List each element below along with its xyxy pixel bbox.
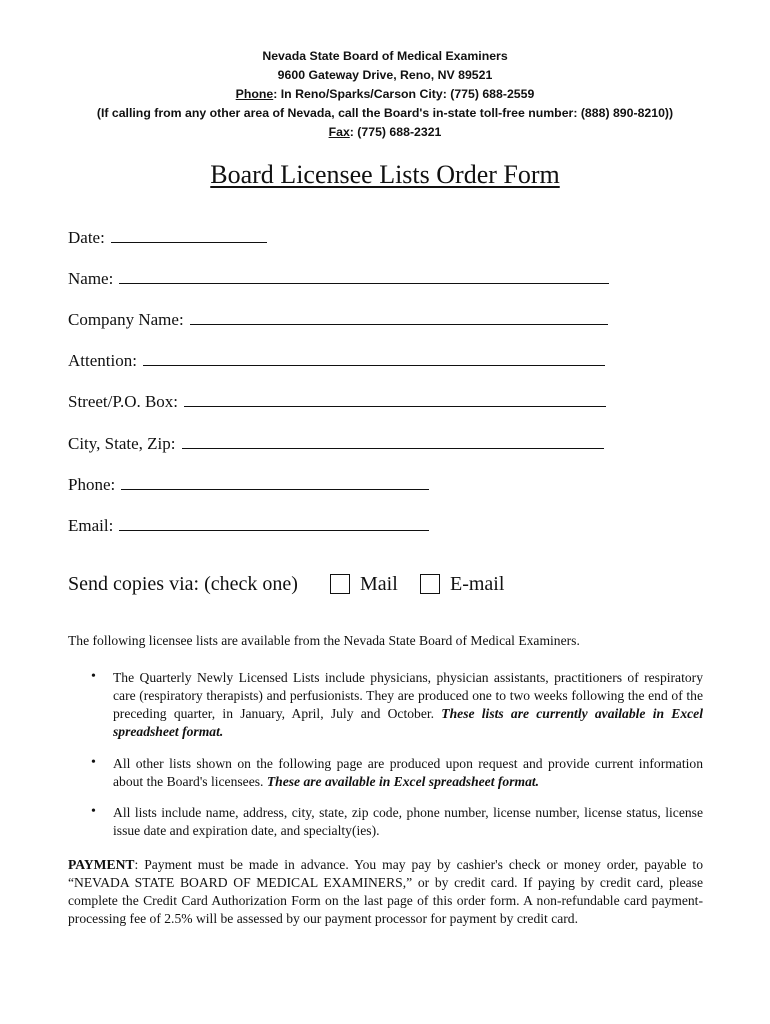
- name-label: Name:: [68, 269, 114, 288]
- board-fax: [0, 123, 770, 142]
- date-field: [68, 227, 267, 248]
- date-input-line[interactable]: [111, 227, 267, 243]
- bullet-2: [113, 755, 703, 791]
- payment-label: PAYMENT: [68, 857, 135, 872]
- attention-field: [68, 350, 605, 371]
- email-checkbox[interactable]: [420, 574, 440, 594]
- email-field: [68, 515, 429, 536]
- bullet-2-emphasis: These are available in Excel spreadsheet format.: [266, 774, 540, 789]
- bullet-1-emphasis: These lists are currently available in Excel spreadsheet format.: [113, 706, 703, 739]
- email-label: Email:: [68, 516, 114, 535]
- board-tollfree: (If calling from any other area of Nevada, call the Board's in-state toll-free number: (888) 890-8210)): [96, 106, 674, 120]
- company-input-line[interactable]: [190, 309, 608, 325]
- bullet-marker: •: [91, 804, 96, 819]
- city-label: City, State, Zip:: [68, 434, 176, 453]
- phone-label: Phone: [235, 87, 274, 101]
- bullet-2-text: All other lists shown on the following page are produced upon request and provide current information about the Board's licensees.: [113, 756, 703, 789]
- phone-input-line[interactable]: [121, 474, 429, 490]
- attention-label: Attention:: [68, 351, 137, 370]
- company-label: Company Name:: [68, 310, 184, 329]
- bullet-1-text: The Quarterly Newly Licensed Lists include physicians, physician assistants, practitioners of respiratory care (respiratory therapists) and perfusionists. They are produced one to two weeks following the end of the preceding quarter, in January, April, July and October.: [113, 670, 703, 721]
- name-input-line[interactable]: [119, 268, 609, 284]
- fax-label: Fax: [328, 125, 350, 139]
- form-title: Board Licensee Lists Order Form: [210, 160, 560, 189]
- bullet-3-text: All lists include name, address, city, state, zip code, phone number, license number, license status, license issue date and expiration date, and specialty(ies).: [113, 805, 703, 838]
- phone-text: : In Reno/Sparks/Carson City: (775) 688-2559: [273, 87, 535, 101]
- mail-option-label: Mail: [360, 573, 398, 595]
- name-field: [68, 268, 609, 289]
- email-option-label: E-mail: [450, 573, 505, 595]
- bullet-1: [113, 669, 703, 741]
- intro-text: The following licensee lists are available from the Nevada State Board of Medical Examiners.: [68, 633, 580, 648]
- phone-field: [68, 474, 429, 495]
- send-copies-label: Send copies via: (check one): [68, 573, 298, 595]
- board-address: 9600 Gateway Drive, Reno, NV 89521: [277, 68, 493, 82]
- payment-text: : Payment must be made in advance. You may pay by cashier's check or money order, payable to “NEVADA STATE BOARD OF MEDICAL EXAMINERS,” or by credit card. If paying by credit card, please complete the Credit Card Authorization Form on the last page of this order form. A non-refundable card payment-processing fee of 2.5% will be assessed by our payment processor for payment by credit card.: [68, 857, 703, 926]
- fax-text: : (775) 688-2321: [349, 125, 442, 139]
- city-field: [68, 433, 604, 454]
- street-field: [68, 391, 606, 412]
- company-field: [68, 309, 608, 330]
- street-input-line[interactable]: [184, 391, 606, 407]
- board-phone: [0, 85, 770, 104]
- bullet-marker: •: [91, 755, 96, 770]
- mail-checkbox[interactable]: [330, 574, 350, 594]
- board-name: Nevada State Board of Medical Examiners: [262, 49, 508, 63]
- city-input-line[interactable]: [182, 433, 604, 449]
- payment-paragraph: [68, 856, 703, 928]
- date-label: Date:: [68, 228, 105, 247]
- bullet-3: [113, 804, 703, 840]
- attention-input-line[interactable]: [143, 350, 605, 366]
- street-label: Street/P.O. Box:: [68, 392, 179, 411]
- email-input-line[interactable]: [119, 515, 429, 531]
- phone-label-field: Phone:: [68, 475, 116, 494]
- bullet-marker: •: [91, 669, 96, 684]
